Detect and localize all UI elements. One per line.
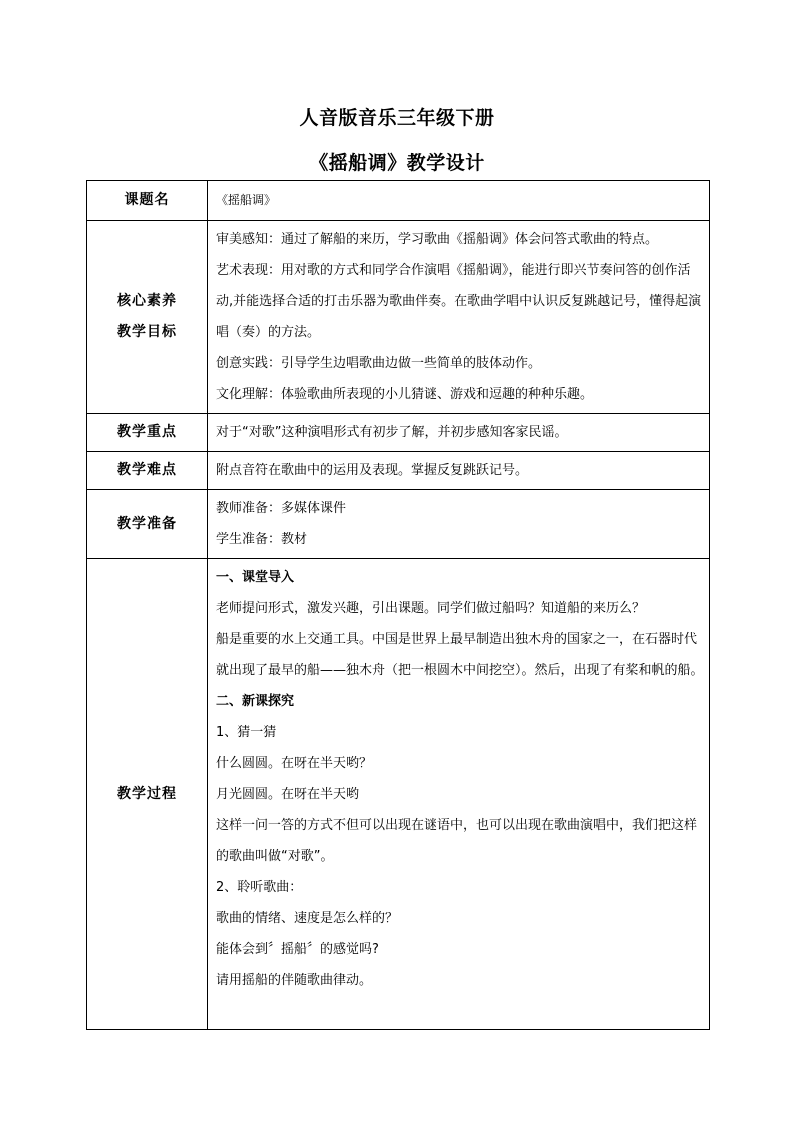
goal-creative-practice: 创意实践：引导学生边唱歌曲边做一些简单的肢体动作。 xyxy=(216,356,542,371)
section1-paragraph1: 老师提问形式，激发兴趣，引出课题。同学们做过船吗？知道船的来历么？ xyxy=(216,601,646,616)
listening-question1: 歌曲的情绪、速度是怎么样的？ xyxy=(216,911,399,926)
topic-value: 《摇船调》 xyxy=(208,181,710,221)
key-points-row xyxy=(87,414,710,452)
process-row xyxy=(87,559,710,1030)
goals-content xyxy=(208,221,710,414)
section2-paragraph: 这样一问一答的方式不但可以出现在谜语中，也可以出现在歌曲演唱中，我们把这样的歌曲叫做“对歌”。 xyxy=(216,818,698,864)
goals-label xyxy=(87,221,208,414)
key-points-value: 对于“对歌”这种演唱形式有初步了解，并初步感知客家民谣。 xyxy=(208,414,710,452)
topic-row xyxy=(87,181,710,221)
section2-item1: 1、猜一猜 xyxy=(216,725,277,740)
document-title-line1: 人音版音乐三年级下册 xyxy=(299,107,495,129)
process-label: 教学过程 xyxy=(87,559,208,1030)
goals-row xyxy=(87,221,710,414)
lesson-plan-table xyxy=(86,180,710,1030)
goal-aesthetic: 审美感知：通过了解船的来历，学习歌曲《摇船调》体会问答式歌曲的特点。 xyxy=(216,232,659,247)
goal-art-expression: 艺术表现：用对歌的方式和同学合作演唱《摇船调》，能进行即兴节奏问答的创作活动,并能选择合适的打击乐器为歌曲伴奏。在歌曲学唱中认识反复跳越记号，懂得起演唱（奏）的方法。 xyxy=(216,263,702,340)
riddle-answer: 月光圆圆。在呀在半天哟 xyxy=(216,787,360,802)
topic-label: 课题名 xyxy=(87,181,208,221)
process-content xyxy=(208,559,710,1030)
difficulties-label: 教学难点 xyxy=(87,452,208,490)
section2-heading: 二、新课探究 xyxy=(216,694,295,709)
section2-item2: 2、聆听歌曲： xyxy=(216,880,303,895)
section1-paragraph2: 船是重要的水上交通工具。中国是世界上最早制造出独木舟的国家之一，在石器时代就出现了最早的船——独木舟（把一根圆木中间挖空）。然后，出现了有桨和帆的船。 xyxy=(216,632,704,678)
riddle-question: 什么圆圆。在呀在半天哟？ xyxy=(216,756,373,771)
listening-question3: 请用摇船的伴随歌曲律动。 xyxy=(216,973,373,988)
preparation-content xyxy=(208,490,710,559)
difficulties-value: 附点音符在歌曲中的运用及表现。掌握反复跳跃记号。 xyxy=(208,452,710,490)
section1-heading: 一、课堂导入 xyxy=(216,570,295,585)
key-points-label: 教学重点 xyxy=(87,414,208,452)
difficulties-row xyxy=(87,452,710,490)
goals-label-line1: 核心素养 xyxy=(117,293,177,309)
listening-question2: 能体会到〞摇船〞的感觉吗? xyxy=(216,942,379,957)
preparation-label: 教学准备 xyxy=(87,490,208,559)
document-title-line2: 《摇船调》教学设计 xyxy=(309,152,485,174)
teacher-preparation: 教师准备：多媒体课件 xyxy=(216,501,347,516)
student-preparation: 学生准备：教材 xyxy=(216,532,308,547)
preparation-row xyxy=(87,490,710,559)
goal-cultural-understanding: 文化理解：体验歌曲所表现的小儿猜谜、游戏和逗趣的种种乐趣。 xyxy=(216,387,594,402)
goals-label-line2: 教学目标 xyxy=(117,324,177,340)
